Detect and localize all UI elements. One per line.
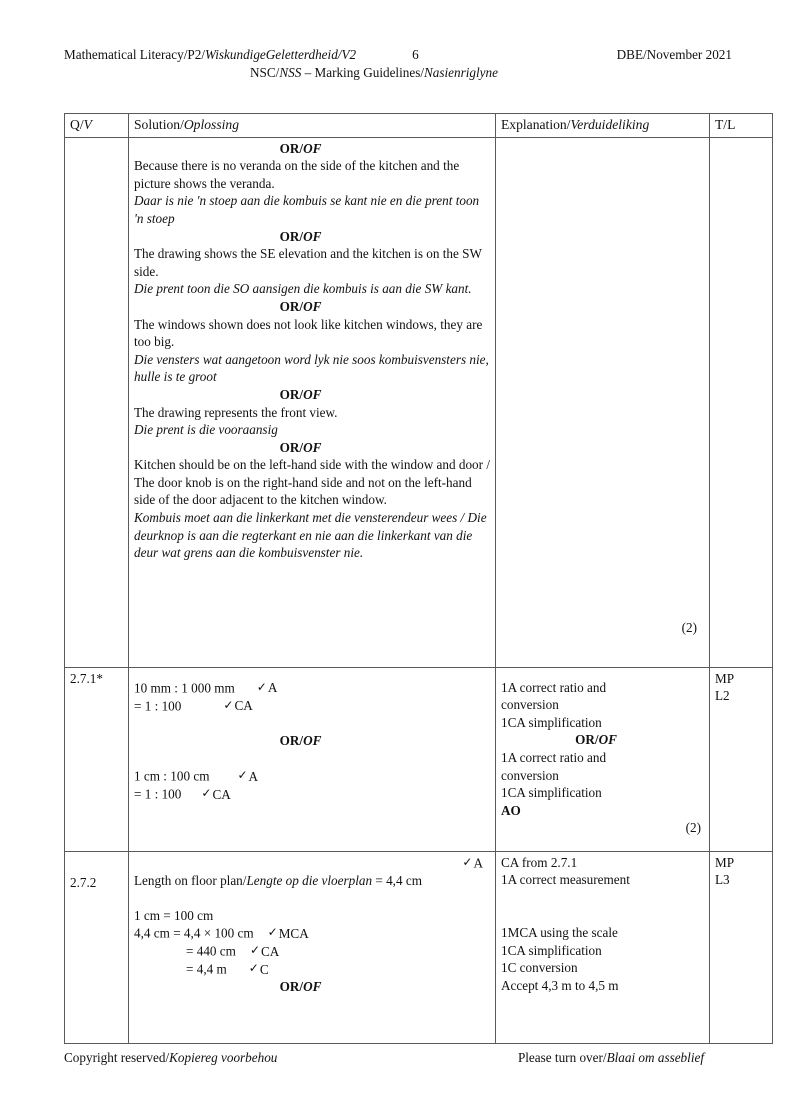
or-of-af: OF — [303, 140, 322, 156]
table-row — [65, 667, 773, 851]
solution-line — [134, 785, 491, 803]
explanation-line: 1MCA using the scale — [501, 924, 618, 940]
alternative-answer-af: Kombuis moet aan die linkerkant met die vensterendeur wees / Die deurknop is aan die regterkant en nie aan die linkerkant van die deur wat grens aan die kombuisvenster nie. — [134, 510, 487, 561]
or-of-separator — [134, 439, 491, 457]
or-of-separator — [134, 228, 491, 246]
page-number: 6 — [412, 47, 419, 62]
or-of-af: OF — [303, 439, 322, 455]
column-header-question-af: V — [83, 117, 92, 132]
spacer — [501, 889, 705, 907]
solution-content — [134, 854, 491, 1040]
solution-calc-line — [134, 907, 491, 925]
check-icon: ✓ — [248, 961, 259, 976]
explanation-line: conversion — [501, 697, 559, 713]
page-footer — [64, 1049, 732, 1066]
footer-turn-over-en: Please turn over/ — [517, 1050, 607, 1065]
cell-explanation — [496, 851, 710, 1043]
or-of-af: OF — [303, 979, 322, 995]
column-header-question — [65, 114, 129, 138]
header-nsc-af: NSS — [279, 65, 302, 80]
table-row — [65, 137, 773, 667]
spacer — [501, 670, 705, 679]
check-icon: ✓ — [267, 925, 278, 940]
header-subject — [64, 46, 356, 63]
cell-taxonomy-level — [710, 667, 773, 851]
cell-explanation — [496, 667, 710, 851]
explanation-line: Accept 4,3 m to 4,5 m — [501, 977, 619, 993]
solution-calc-text: = 440 cm — [186, 943, 236, 959]
solution-calc-text: 1 cm = 100 cm — [134, 907, 214, 923]
or-of-en: OR/ — [279, 140, 304, 156]
tick-label: A — [267, 680, 278, 696]
column-header-taxonomy-level — [710, 114, 773, 138]
header-guidelines-af: Nasienriglyne — [424, 65, 498, 80]
explanation-line: 1A correct measurement — [501, 872, 630, 888]
or-of-en: OR/ — [279, 386, 304, 402]
alternative-answer-af: Daar is nie 'n stoep aan die kombuis se kant nie en die prent toon 'n stoep — [134, 193, 480, 226]
explanation-content — [501, 670, 705, 848]
column-header-question-en: Q/ — [70, 117, 84, 132]
column-header-taxonomy-level-en: T/L — [715, 117, 736, 132]
alternative-answer-en: The drawing represents the front view. — [134, 404, 338, 420]
check-icon: ✓ — [237, 768, 248, 783]
table-body — [65, 137, 773, 1043]
or-of-separator — [134, 140, 491, 158]
or-of-af: OF — [303, 386, 322, 402]
spacer — [134, 715, 491, 733]
marking-guidelines-table — [64, 113, 773, 1044]
solution-calc-text: = 4,4 m — [186, 961, 227, 977]
tick-label: CA — [261, 943, 280, 959]
cell-question-number — [65, 137, 129, 667]
column-header-solution-af: Oplossing — [183, 117, 239, 132]
or-of-af: OF — [598, 732, 617, 748]
solution-line-text: 10 mm : 1 000 mm — [134, 680, 235, 696]
or-of-en: OR/ — [279, 228, 304, 244]
explanation-line: 1A correct ratio and — [501, 679, 607, 695]
check-icon: ✓ — [223, 697, 234, 712]
column-header-solution-en: Solution/ — [134, 117, 184, 132]
solution-line-text: 1 cm : 100 cm — [134, 768, 210, 784]
check-icon: ✓ — [462, 854, 473, 869]
column-header-explanation — [496, 114, 710, 138]
solution-content — [134, 140, 491, 562]
tick-label: CA — [212, 786, 231, 802]
solution-line — [134, 697, 491, 715]
table-header-row — [65, 114, 773, 138]
cell-solution — [129, 137, 496, 667]
table-header — [65, 114, 773, 138]
header-subject-en: Mathematical Literacy/P2/ — [64, 47, 205, 62]
alternative-answer-af: Die prent is die vooraansig — [134, 422, 278, 438]
alternative-answer-en: The drawing shows the SE elevation and the kitchen is on the SW side. — [134, 246, 482, 279]
footer-turn-over-af: Blaai om asseblief — [606, 1050, 704, 1065]
header-line-1 — [64, 46, 732, 63]
cell-question-number: 2.7.1* — [65, 667, 129, 851]
or-of-af: OF — [303, 228, 322, 244]
or-of-en: OR/ — [575, 732, 599, 748]
or-of-en: OR/ — [279, 979, 304, 995]
tick-label: C — [259, 961, 269, 977]
taxonomy-mp: MP — [715, 670, 735, 686]
footer-copyright — [64, 1049, 277, 1066]
cell-taxonomy-level — [710, 851, 773, 1043]
column-header-solution — [129, 114, 496, 138]
or-of-separator — [134, 732, 491, 750]
or-of-af: OF — [303, 733, 322, 749]
cell-question-number: 2.7.2 — [65, 851, 129, 1043]
check-icon: ✓ — [256, 679, 267, 694]
explanation-line: 1CA simplification — [501, 714, 602, 730]
spacer — [134, 750, 491, 768]
explanation-line: conversion — [501, 767, 559, 783]
explanation-line: 1A correct ratio and — [501, 749, 607, 765]
alternative-answer-af: Die prent toon die SO aansigen die kombuis is aan die SW kant. — [134, 281, 472, 297]
marks-total: (2) — [685, 820, 701, 836]
tick-label: MCA — [278, 925, 309, 941]
explanation-line: 1C conversion — [501, 960, 578, 976]
tick-label: CA — [234, 698, 253, 714]
cell-solution — [129, 667, 496, 851]
explanation-ao-code: AO — [501, 802, 521, 818]
alternative-answer-en: The windows shown does not look like kitchen windows, they are too big. — [134, 316, 483, 350]
solution-measure-value: = 4,4 cm — [372, 872, 422, 888]
taxonomy-level: L3 — [715, 872, 730, 888]
column-header-explanation-en: Explanation/ — [501, 117, 571, 132]
alternative-answer-en: Kitchen should be on the left-hand side with the window and door / The door knob is on the right-hand side and not on the left-hand side of the door adjacent to the kitchen window. — [134, 457, 490, 508]
solution-line-text: = 1 : 100 — [134, 786, 182, 802]
solution-calc-line — [134, 924, 491, 942]
solution-measure-label-af: Lengte op die vloerplan — [246, 872, 373, 888]
header-nsc-en: NSC/ — [249, 65, 280, 80]
tick-label: A — [473, 855, 483, 871]
page-header — [64, 46, 732, 81]
footer-copyright-en: Copyright reserved/ — [64, 1050, 170, 1065]
spacer — [501, 906, 705, 924]
or-of-en: OR/ — [279, 439, 304, 455]
solution-line — [134, 767, 491, 785]
cell-solution — [129, 851, 496, 1043]
tick-label: A — [248, 768, 259, 784]
cell-taxonomy-level — [710, 137, 773, 667]
header-exam-session: DBE/November 2021 — [616, 47, 732, 62]
tick-annotation — [227, 962, 269, 977]
footer-turn-over — [518, 1049, 732, 1066]
cell-explanation — [496, 137, 710, 667]
tick-annotation — [235, 680, 278, 695]
taxonomy-level: L2 — [715, 688, 730, 704]
solution-calc-line — [134, 960, 491, 978]
marks-total: (2) — [681, 620, 697, 635]
or-of-separator — [501, 731, 705, 749]
or-of-af: OF — [303, 298, 322, 314]
solution-calc-text: 4,4 cm = 4,4 × 100 cm — [134, 925, 254, 941]
spacer — [134, 670, 491, 679]
check-icon: ✓ — [201, 786, 212, 801]
tick-annotation — [462, 854, 483, 872]
footer-copyright-af: Kopiereg voorbehou — [169, 1050, 278, 1065]
tick-annotation — [181, 698, 252, 713]
solution-content — [134, 670, 491, 848]
solution-measure-line — [134, 854, 491, 890]
tick-annotation — [209, 769, 258, 784]
table-row — [65, 851, 773, 1043]
alternative-answer-af: Die vensters wat aangetoon word lyk nie soos kombuisvensters nie, hulle is te groot — [134, 351, 489, 385]
header-subject-af: WiskundigeGeletterdheid/V2 — [204, 47, 357, 62]
or-of-separator — [134, 298, 491, 316]
taxonomy-mp: MP — [715, 854, 735, 870]
explanation-content — [501, 854, 705, 1040]
explanation-line: 1CA simplification — [501, 785, 602, 801]
header-line-2 — [64, 64, 732, 81]
or-of-separator — [134, 978, 491, 996]
column-header-explanation-af: Verduideliking — [570, 117, 650, 132]
solution-line-text: = 1 : 100 — [134, 698, 182, 714]
or-of-separator — [134, 386, 491, 404]
solution-line — [134, 679, 491, 697]
explanation-line: CA from 2.7.1 — [501, 854, 578, 870]
solution-calc-line — [134, 942, 491, 960]
tick-annotation — [254, 926, 309, 941]
or-of-en: OR/ — [279, 733, 304, 749]
solution-measure-label-en: Length on floor plan/ — [134, 872, 247, 888]
tick-annotation — [236, 944, 279, 959]
spacer — [134, 889, 491, 907]
alternative-answer-en: Because there is no veranda on the side of the kitchen and the picture shows the veranda. — [134, 158, 460, 191]
tick-annotation — [181, 787, 230, 802]
header-guidelines-en: – Marking Guidelines/ — [301, 65, 424, 80]
or-of-en: OR/ — [279, 298, 304, 314]
explanation-line: 1CA simplification — [501, 942, 602, 958]
check-icon: ✓ — [249, 943, 260, 958]
